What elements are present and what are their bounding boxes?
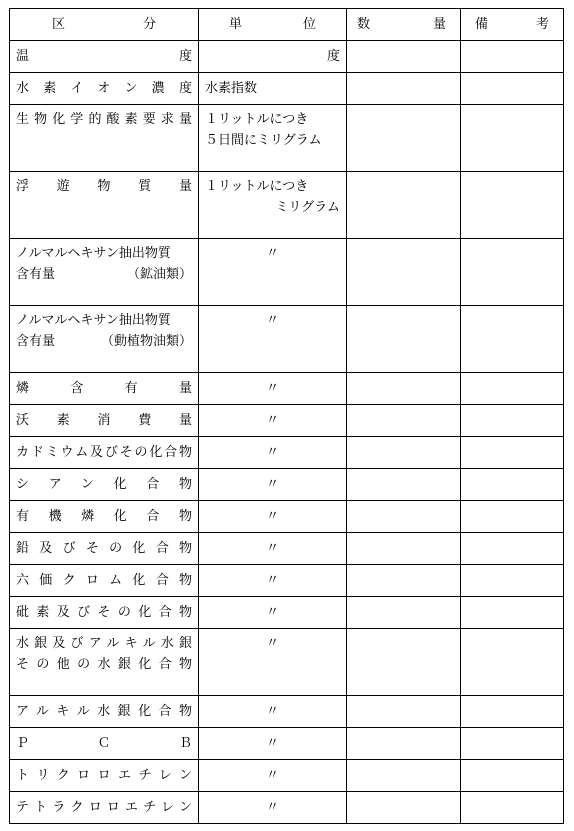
quantity-cell: [347, 565, 461, 597]
remarks-cell: [461, 696, 564, 728]
ditto-mark: 〃: [199, 306, 347, 373]
header-remarks: 備 考: [461, 9, 564, 41]
table-row: [10, 760, 564, 792]
quantity-cell: [347, 597, 461, 629]
ditto-mark: 〃: [199, 629, 347, 696]
item-line-2b: （鉱油類）: [126, 267, 192, 282]
item-trichloroethylene: トリクロロエチレン: [10, 760, 199, 792]
quantity-cell: [347, 437, 461, 469]
item-pcb: Ｐ Ｃ Ｂ: [10, 728, 199, 760]
item-line-2b: （動植物油類）: [100, 334, 192, 349]
item-hexane-mineral-oil: [10, 239, 199, 306]
quantity-cell: [347, 239, 461, 306]
unit-line-2: ５日間にミリグラム: [205, 133, 322, 148]
item-line-1: ノルマルヘキサン抽出物質: [16, 313, 171, 328]
item-line-2: [16, 264, 192, 285]
ditto-mark: 〃: [199, 728, 347, 760]
item-organophosphorus: 有機燐化合物: [10, 501, 199, 533]
unit-line-2: ミリグラム: [275, 200, 340, 215]
item-suspended-solids: 浮 遊 物 質 量: [10, 172, 199, 239]
item-phosphorus: 燐 含 有 量: [10, 373, 199, 405]
item-temperature: 温 度: [10, 41, 199, 73]
table-row: [10, 597, 564, 629]
table-row: [10, 792, 564, 824]
table-row: [10, 306, 564, 373]
ditto-mark: 〃: [199, 373, 347, 405]
ditto-mark: 〃: [199, 469, 347, 501]
remarks-cell: [461, 501, 564, 533]
quantity-cell: [347, 405, 461, 437]
ditto-mark: 〃: [199, 405, 347, 437]
quantity-cell: [347, 172, 461, 239]
table-row: [10, 696, 564, 728]
quantity-cell: [347, 533, 461, 565]
remarks-cell: [461, 373, 564, 405]
item-iodine-consumption: 沃 素 消 費 量: [10, 405, 199, 437]
table-row: [10, 41, 564, 73]
item-cadmium: カドミウム及びその化合物: [10, 437, 199, 469]
unit-cell: 度: [199, 41, 347, 73]
unit-line-1: １リットルにつき: [205, 112, 309, 127]
remarks-cell: [461, 760, 564, 792]
ditto-mark: 〃: [199, 501, 347, 533]
table-row: [10, 105, 564, 172]
discharge-measurement-table: [9, 8, 564, 824]
item-line-2a: 含有量: [16, 334, 56, 349]
header-unit: 単 位: [199, 9, 347, 41]
item-hexavalent-chromium: 六価クロム化合物: [10, 565, 199, 597]
table-row: [10, 629, 564, 696]
item-lead: 鉛及びその化合物: [10, 533, 199, 565]
quantity-cell: [347, 469, 461, 501]
remarks-cell: [461, 728, 564, 760]
item-line-1: 水銀及びアルキル水銀: [16, 636, 192, 651]
ditto-mark: 〃: [199, 597, 347, 629]
table-row: [10, 73, 564, 105]
header-row: [10, 9, 564, 41]
remarks-cell: [461, 469, 564, 501]
item-line-2a: 含有量: [16, 267, 56, 282]
remarks-cell: [461, 597, 564, 629]
remarks-cell: [461, 629, 564, 696]
quantity-cell: [347, 629, 461, 696]
ditto-mark: 〃: [199, 696, 347, 728]
remarks-cell: [461, 239, 564, 306]
item-bod: 生物化学的酸素要求量: [10, 105, 199, 172]
item-line-2: その他の水銀化合物: [16, 657, 192, 672]
unit-cell: [199, 105, 347, 172]
item-cyanide: シアン化合物: [10, 469, 199, 501]
item-line-1: ノルマルヘキサン抽出物質: [16, 246, 171, 261]
item-mercury: [10, 629, 199, 696]
remarks-cell: [461, 405, 564, 437]
header-category: 区 分: [10, 9, 199, 41]
item-ph: 水素イオン濃度: [10, 73, 199, 105]
table-row: [10, 565, 564, 597]
item-tetrachloroethylene: テトラクロロエチレン: [10, 792, 199, 824]
item-line-2: [16, 331, 192, 352]
quantity-cell: [347, 696, 461, 728]
item-hexane-animal-veg-oil: [10, 306, 199, 373]
table-row: [10, 405, 564, 437]
quantity-cell: [347, 306, 461, 373]
remarks-cell: [461, 533, 564, 565]
quantity-cell: [347, 728, 461, 760]
table-row: [10, 239, 564, 306]
quantity-cell: [347, 73, 461, 105]
ditto-mark: 〃: [199, 533, 347, 565]
ditto-mark: 〃: [199, 437, 347, 469]
quantity-cell: [347, 501, 461, 533]
quantity-cell: [347, 373, 461, 405]
unit-line-1: １リットルにつき: [205, 179, 309, 194]
ditto-mark: 〃: [199, 565, 347, 597]
remarks-cell: [461, 437, 564, 469]
ditto-mark: 〃: [199, 760, 347, 792]
quantity-cell: [347, 760, 461, 792]
item-arsenic: 砒素及びその化合物: [10, 597, 199, 629]
remarks-cell: [461, 73, 564, 105]
quantity-cell: [347, 41, 461, 73]
remarks-cell: [461, 565, 564, 597]
table-row: [10, 728, 564, 760]
table-row: [10, 172, 564, 239]
remarks-cell: [461, 105, 564, 172]
remarks-cell: [461, 41, 564, 73]
table-row: [10, 373, 564, 405]
unit-cell: 水素指数: [199, 73, 347, 105]
header-quantity: 数 量: [347, 9, 461, 41]
quantity-cell: [347, 105, 461, 172]
table-row: [10, 501, 564, 533]
table-row: [10, 469, 564, 501]
remarks-cell: [461, 306, 564, 373]
item-alkyl-mercury: アルキル水銀化合物: [10, 696, 199, 728]
quantity-cell: [347, 792, 461, 824]
ditto-mark: 〃: [199, 792, 347, 824]
unit-cell: [199, 172, 347, 239]
ditto-mark: 〃: [199, 239, 347, 306]
table-row: [10, 533, 564, 565]
remarks-cell: [461, 792, 564, 824]
remarks-cell: [461, 172, 564, 239]
table-row: [10, 437, 564, 469]
